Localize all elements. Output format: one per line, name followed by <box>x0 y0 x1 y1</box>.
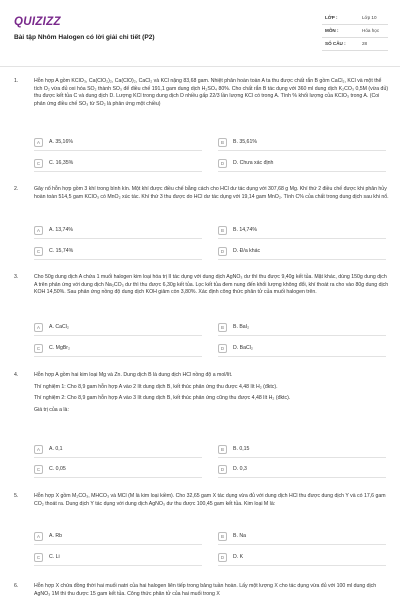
option-letter-box: D <box>218 159 227 168</box>
option-a[interactable] <box>34 443 202 458</box>
option-text: D. 0,3 <box>233 466 247 472</box>
option-c[interactable] <box>34 245 202 260</box>
option-letter-box: B <box>218 532 227 541</box>
option-b[interactable] <box>218 321 386 336</box>
option-c[interactable] <box>34 551 202 566</box>
option-letter-box: A <box>34 532 43 541</box>
question-number: 1. <box>14 78 19 84</box>
option-text: D. Chưa xác định <box>233 160 274 166</box>
option-b[interactable] <box>218 443 386 458</box>
option-c[interactable] <box>34 342 202 357</box>
question-number: 2. <box>14 186 19 192</box>
option-d[interactable] <box>218 342 386 357</box>
option-letter-box: C <box>34 553 43 562</box>
option-a[interactable] <box>34 224 202 239</box>
option-letter-box: D <box>218 247 227 256</box>
question-number: 6. <box>14 583 19 589</box>
option-text: C. 15,74% <box>49 248 74 254</box>
meta-row-subject <box>322 25 388 38</box>
question-paragraph: Hỗn hợp A gồm hai kim loại Mg và Zn. Dung dịch B là dung dịch HCl nồng độ a mol/lít. <box>34 372 233 378</box>
question-text <box>34 186 389 205</box>
option-text: B. 35,61% <box>233 139 257 145</box>
option-b[interactable] <box>218 224 386 239</box>
question-paragraph: Thí nghiệm 1: Cho 8,9 gam hỗn hợp A vào 2 lít dung dịch B, kết thúc phản ứng thu được 4,48 lít H₂ (đktc). <box>34 383 278 390</box>
meta-value: Hóa học <box>362 28 380 33</box>
worksheet-title: Bài tập Nhôm Halogen có lời giải chi tiết (P2) <box>14 34 155 41</box>
meta-label: SỐ CÂU : <box>325 41 346 46</box>
option-letter-box: A <box>34 226 43 235</box>
option-text: C. MgBr₂ <box>49 345 71 351</box>
option-letter-box: B <box>218 138 227 147</box>
option-c[interactable] <box>34 463 202 478</box>
option-letter-box: A <box>34 138 43 147</box>
meta-row-count <box>322 38 388 51</box>
option-text: A. Rb <box>49 533 62 539</box>
question-paragraph: Hỗn hợp X chứa đồng thời hai muối natri của hai halogen liên tiếp trong bảng tuần hoàn. Lấy một lượng X cho tác dụng vừa đủ với 100 ml dung dịch AgNO₃ 1M thì thu được 15 gam kết tủa. Công thức phân tử của hai muối trong X <box>34 583 377 597</box>
question-paragraph: Hỗn hợp X gồm M₂CO₃, MHCO₃ và MCl (M là kim loại kiềm). Cho 32,65 gam X tác dụng vừa đủ với dung dịch HCl thu được dung dịch Y và có 17,6 gam CO₂ thoát ra. Dung dịch Y tác dụng với dung dịch AgNO₃ dư thu được 100,45 gam kết tủa. Kim loại M là: <box>34 493 386 507</box>
option-text: A. 13,74% <box>49 227 73 233</box>
option-text: A. 35,16% <box>49 139 73 145</box>
option-a[interactable] <box>34 530 202 545</box>
question-text <box>34 274 389 301</box>
option-letter-box: B <box>218 445 227 454</box>
option-text: C. 16,35% <box>49 160 74 166</box>
question-paragraph: Gây nổ hỗn hợp gồm 3 khí trong bình kín. Một khí được điều chế bằng cách cho HCl dư tác dụng với 307,68 g Mg. Khí thứ 2 điều chế được khi phân hủy hoàn toàn 514,5 gam KClO₃ có MnO₂ xúc tác. Khí thứ 3 thu được do HCl dư tác dụng với 19,14 gam MnO₂. Tính C% của chất trong dung dịch sau khi nổ. <box>34 186 389 200</box>
option-text: C. 0,05 <box>49 466 66 472</box>
question-number: 4. <box>14 372 19 378</box>
question-text <box>34 493 389 512</box>
option-text: C. Li <box>49 554 60 560</box>
option-text: A. 0,1 <box>49 446 63 452</box>
option-letter-box: A <box>34 445 43 454</box>
question-paragraph: Giá trị của a là: <box>34 406 69 413</box>
option-d[interactable] <box>218 245 386 260</box>
question-paragraph: Cho 50g dung dịch A chứa 1 muối halogen kim loại hóa trị II tác dụng với dung dịch AgNO₃ dư thì thu được 9,40g kết tủa. Mặt khác, dùng 150g dung dịch A trên phản ứng với dung dịch Na₂CO₃ dư thì thu được 6,30g kết tủa. Lọc kết tủa đem nung đến khối lượng không đổi, khí thoát ra cho vào 80g dung dịch KOH 14,50%. Sau phản ứng nồng độ dung dịch KOH giảm còn 3,80%. Xác định công thức phân tử của muối halogen trên. <box>34 274 389 296</box>
option-a[interactable] <box>34 321 202 336</box>
option-text: B. 14,74% <box>233 227 257 233</box>
option-text: B. BaI₂ <box>233 324 250 330</box>
option-letter-box: D <box>218 465 227 474</box>
question-text <box>34 583 389 600</box>
option-d[interactable] <box>218 463 386 478</box>
option-text: D. BaCl₂ <box>233 345 253 351</box>
question-paragraph: Thí nghiệm 2: Cho 8,9 gam hỗn hợp A vào 3 lít dung dịch B, kết thúc phản ứng cũng thu được 4,48 lít H₂ (đktc). <box>34 395 291 402</box>
option-letter-box: C <box>34 159 43 168</box>
worksheet-header <box>0 0 400 68</box>
option-b[interactable] <box>218 136 386 151</box>
question-text <box>34 372 389 418</box>
meta-row-class <box>322 12 388 25</box>
option-letter-box: C <box>34 465 43 474</box>
question-number: 5. <box>14 493 19 499</box>
option-letter-box: A <box>34 323 43 332</box>
meta-label: MÔN : <box>325 28 339 33</box>
option-d[interactable] <box>218 551 386 566</box>
option-c[interactable] <box>34 157 202 172</box>
header-divider <box>0 66 400 67</box>
option-text: B. Na <box>233 533 246 539</box>
option-text: D. Đ/a khác <box>233 248 261 254</box>
option-letter-box: D <box>218 553 227 562</box>
question-number: 3. <box>14 274 19 280</box>
quizizz-logo: QUIZIZZ <box>14 16 61 28</box>
option-d[interactable] <box>218 157 386 172</box>
option-b[interactable] <box>218 530 386 545</box>
option-letter-box: B <box>218 226 227 235</box>
option-text: D. K <box>233 554 244 560</box>
option-letter-box: C <box>34 247 43 256</box>
option-text: A. CaCl₂ <box>49 324 69 330</box>
option-text: B. 0,15 <box>233 446 250 452</box>
meta-label: LỚP : <box>325 15 338 20</box>
meta-value: Lớp 10 <box>362 15 377 20</box>
option-letter-box: B <box>218 323 227 332</box>
meta-box <box>322 12 388 51</box>
option-letter-box: D <box>218 344 227 353</box>
option-a[interactable] <box>34 136 202 151</box>
question-paragraph: Hỗn hợp A gồm KClO₃, Ca(ClO₂)₂, Ca(ClO)₂, CaCl₂ và KCl nặng 83,68 gam. Nhiệt phân hoàn toàn A ta thu được chất rắn B gồm CaCl₂, KCl và một thể tích O₂ vừa đủ oxi hóa SO₂ thành SO₃ để điều chế 191,1 gam dung dịch H₂SO₄ 80%. Cho chất rắn B tác dụng với 360 ml dung dịch K₂CO₃ 0,5M (vừa đủ) thu được kết tủa C và dung dịch D. Lượng KCl trong dung dịch D nhiều gấp 22/3 lần lượng KCl có trong A. Tính % khối lượng của KClO₃ trong A. (Coi phản ứng điều chế SO₃ từ SO₂ là phản ứng một chiều) <box>34 78 389 107</box>
meta-value: 28 <box>362 41 368 46</box>
option-letter-box: C <box>34 344 43 353</box>
question-text <box>34 78 389 112</box>
